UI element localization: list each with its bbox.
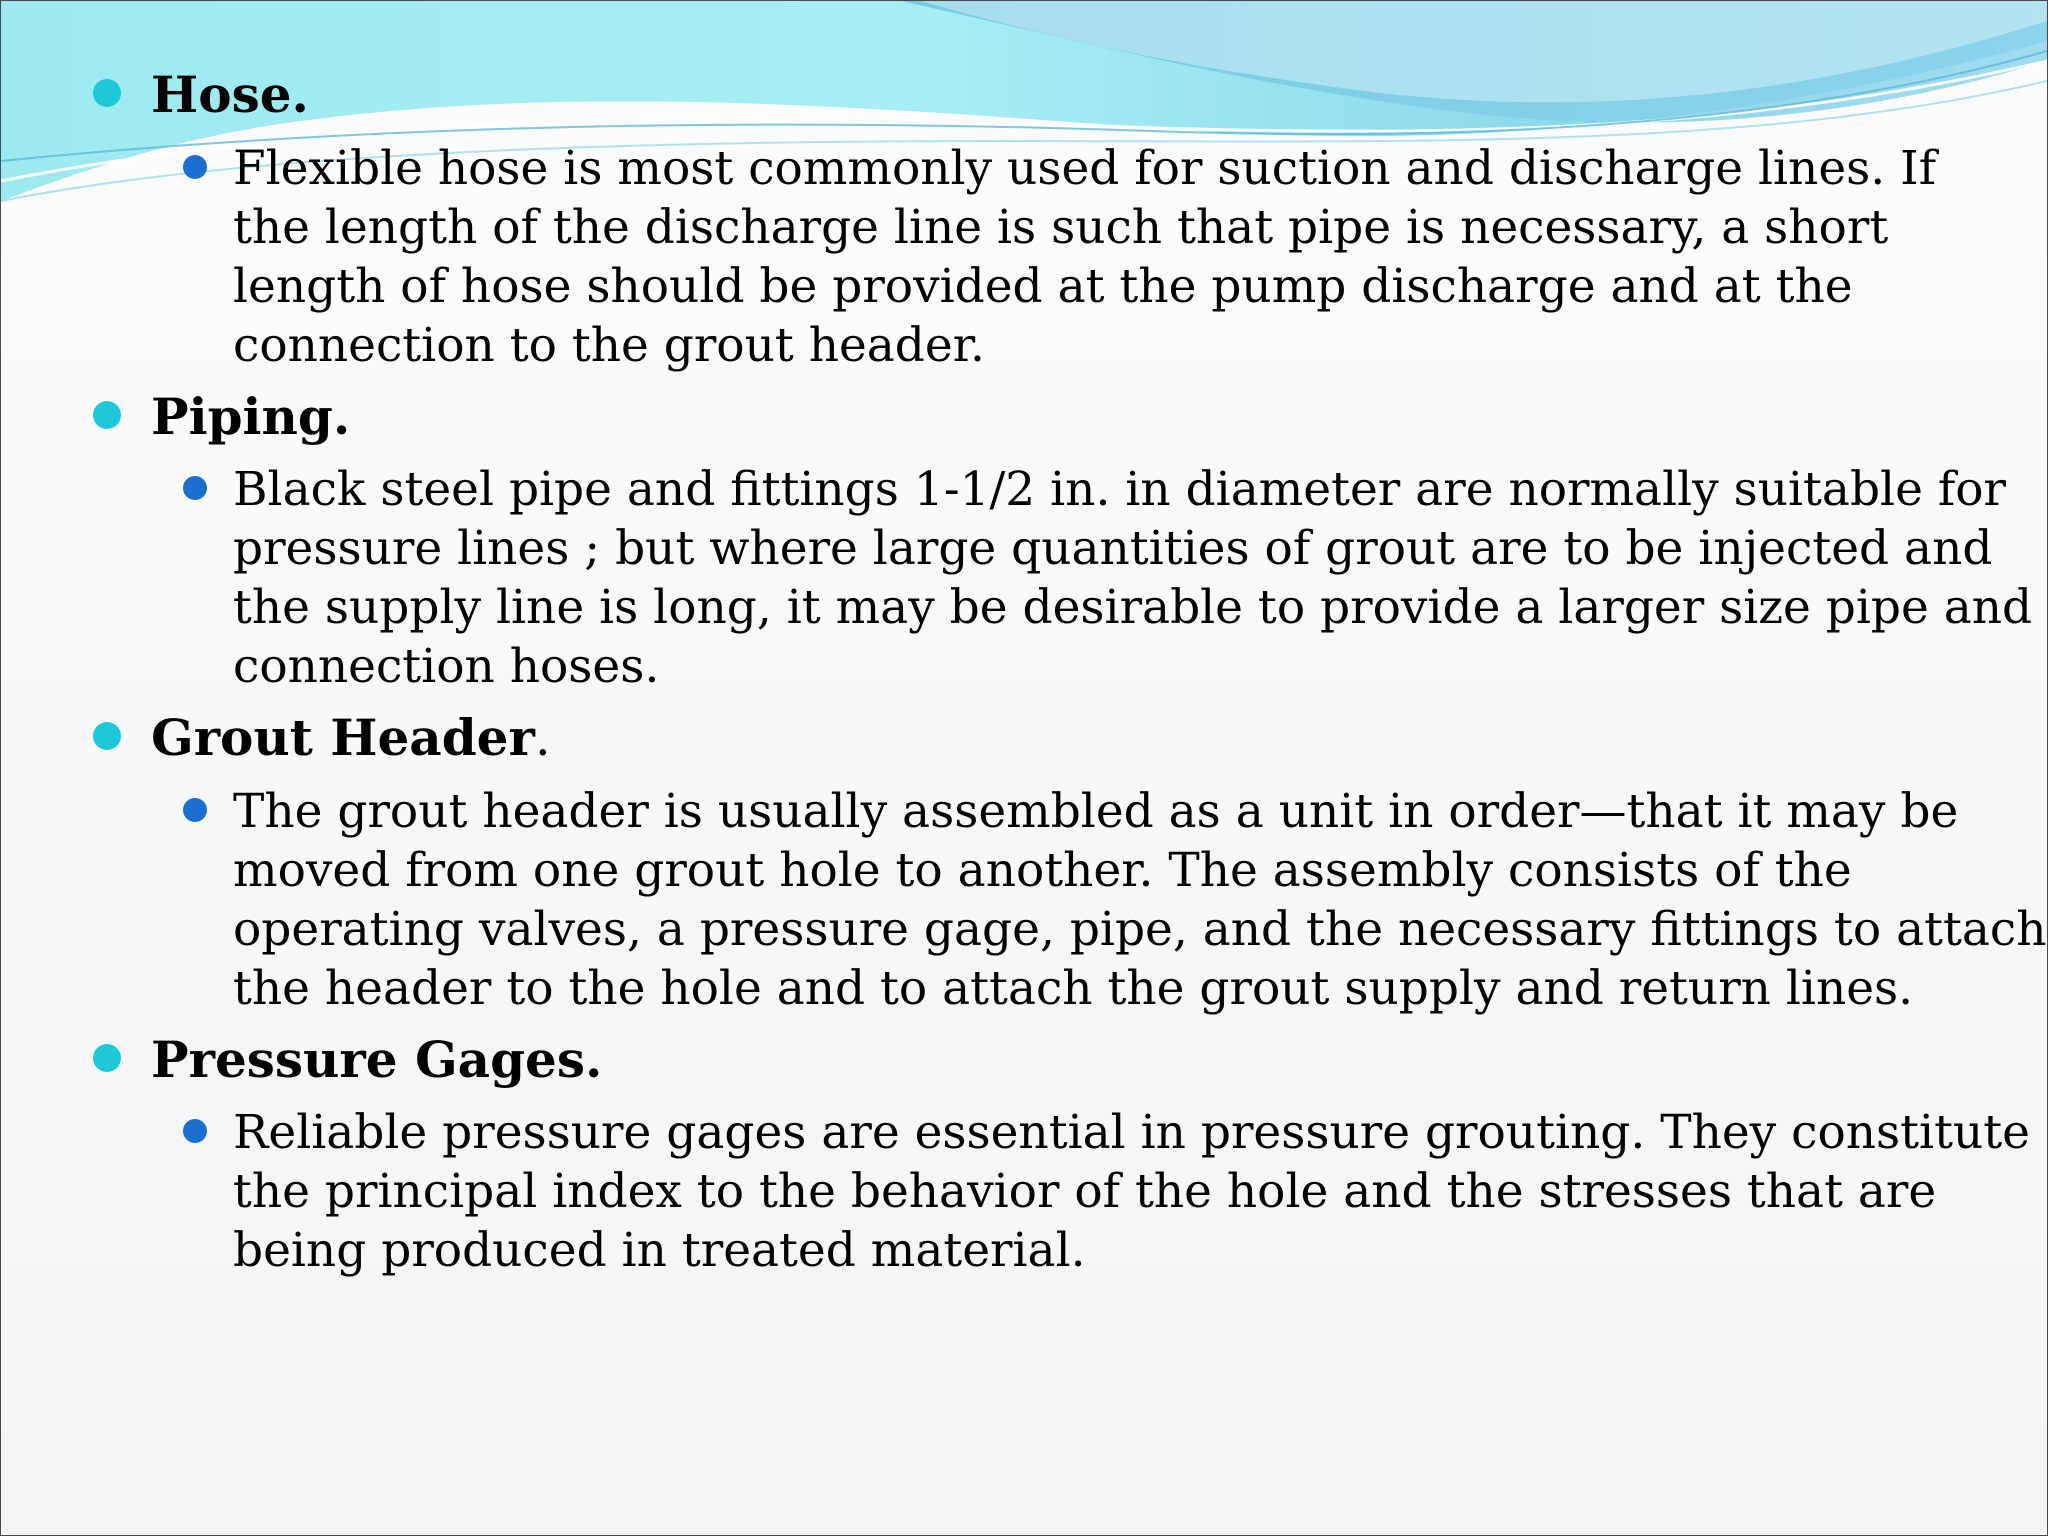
- section-body: [233, 1103, 2030, 1280]
- section-heading: Hose.: [151, 65, 309, 124]
- body-line: connection hoses.: [233, 639, 660, 694]
- level2-bullet-dot: [183, 476, 207, 500]
- body-line: being produced in treated material.: [233, 1223, 1086, 1278]
- body-line: the principal index to the behavior of the hole and the stresses that are: [233, 1164, 1937, 1219]
- level1-bullet-dot: [93, 79, 121, 107]
- body-line: moved from one grout hole to another. The assembly consists of the: [233, 843, 1852, 898]
- body-line: Reliable pressure gages are essential in pressure grouting. They constitute: [233, 1105, 2030, 1160]
- level1-bullet-dot: [93, 401, 121, 429]
- section-heading: Piping.: [151, 387, 351, 446]
- level2-bullet-dot: [183, 1119, 207, 1143]
- body-line: The grout header is usually assembled as a unit in order—that it may be: [233, 784, 1959, 839]
- body-line: the length of the discharge line is such that pipe is necessary, a short: [233, 200, 1889, 255]
- level1-bullet-dot: [93, 722, 121, 750]
- section-body: [233, 782, 2047, 1018]
- body-line: pressure lines ; but where large quantities of grout are to be injected and: [233, 521, 1993, 576]
- body-line: the supply line is long, it may be desirable to provide a larger size pipe and: [233, 580, 2033, 635]
- body-line: operating valves, a pressure gage, pipe, and the necessary fittings to attach: [233, 902, 2047, 957]
- section-heading: Grout Header.: [151, 708, 551, 767]
- level2-bullet-dot: [183, 798, 207, 822]
- body-line: the header to the hole and to attach the grout supply and return lines.: [233, 961, 1914, 1016]
- body-line: Flexible hose is most commonly used for suction and discharge lines. If: [233, 141, 1937, 196]
- level1-bullet-dot: [93, 1044, 121, 1072]
- section-heading: Pressure Gages.: [151, 1030, 603, 1089]
- section-body: [233, 460, 2033, 696]
- body-line: connection to the grout header.: [233, 318, 985, 373]
- body-line: length of hose should be provided at the pump discharge and at the: [233, 259, 1853, 314]
- body-line: Black steel pipe and fittings 1-1/2 in. in diameter are normally suitable for: [233, 462, 2006, 517]
- level2-bullet-dot: [183, 155, 207, 179]
- section-body: [233, 139, 2023, 375]
